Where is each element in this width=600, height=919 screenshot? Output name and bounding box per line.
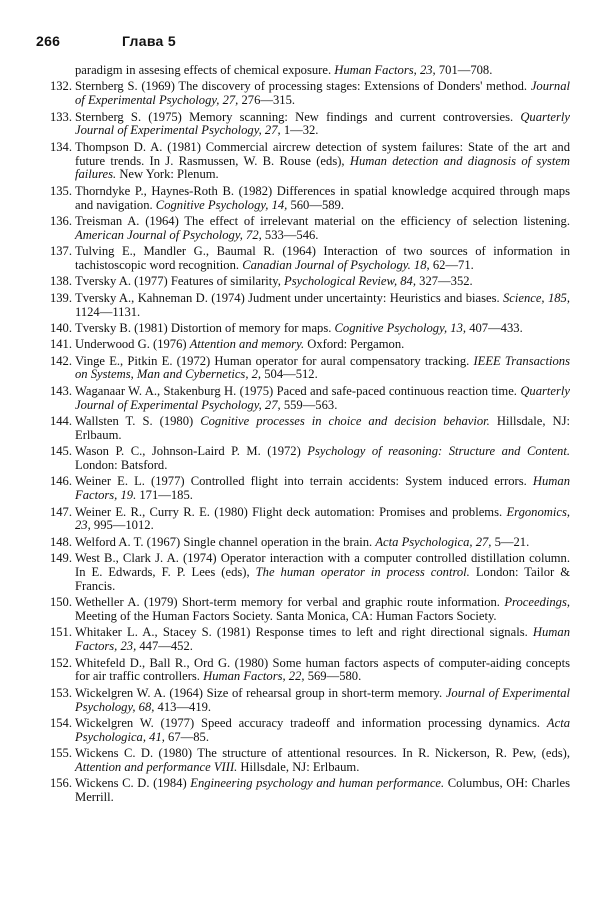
reference-number: 138. xyxy=(49,274,72,289)
reference-text: Underwood G. (1976) Attention and memory. Oxford: Pergamon. xyxy=(75,337,405,352)
reference-entry xyxy=(36,657,570,685)
reference-number: 133. xyxy=(49,109,72,124)
reference-text: Wickens C. D. (1980) The structure of attentional resources. In R. Nickerson, R. Pew, (eds), Attention and performance VIII. Hillsdale, NJ: Erlbaum. xyxy=(75,746,570,774)
reference-text: Tversky B. (1981) Distortion of memory for maps. Cognitive Psychology, 13, 407—433. xyxy=(75,320,523,335)
reference-text: Weiner E. L. (1977) Controlled flight into terrain accidents: System induced errors. Human Factors, 19. 171—185. xyxy=(75,474,570,503)
chapter-title: Глава 5 xyxy=(122,33,176,49)
reference-text: Weiner E. R., Curry R. E. (1980) Flight deck automation: Promises and problems. Ergonomics, 23, 995—1012. xyxy=(75,504,570,533)
running-header xyxy=(36,33,176,49)
reference-number: 150. xyxy=(49,595,72,610)
reference-entry xyxy=(36,355,570,383)
reference-entry xyxy=(36,215,570,243)
reference-text: Thompson D. A. (1981) Commercial aircrew detection of system failures: State of the art and future trends. In J. Rasmussen, W. B. Rouse (eds), Human detection and diagnosis of system failures. New York: Plenum. xyxy=(75,139,570,182)
reference-number: 135. xyxy=(49,183,72,198)
reference-text: West B., Clark J. A. (1974) Operator interaction with a computer controlled distillation column. In E. Edwards, F. P. Lees (eds), The human operator in process control. London: Tailor & Francis. xyxy=(75,551,570,593)
reference-text: Wason P. C., Johnson-Laird P. M. (1972) Psychology of reasoning: Structure and Content. London: Batsford. xyxy=(75,444,570,473)
reference-number: 155. xyxy=(49,746,72,761)
reference-number: 143. xyxy=(49,383,72,398)
reference-number: 148. xyxy=(49,534,72,549)
reference-number: 147. xyxy=(49,504,72,519)
reference-text: Wickelgren W. A. (1964) Size of rehearsal group in short-term memory. Journal of Experimental Psychology, 68, 413—419. xyxy=(75,685,570,714)
reference-text: Sternberg S. (1975) Memory scanning: New findings and current controversies. Quarterly Journal of Experimental Psychology, 27, 1—32. xyxy=(75,109,570,138)
reference-entry xyxy=(36,275,570,289)
reference-number: 152. xyxy=(49,655,72,670)
reference-text: Treisman A. (1964) The effect of irrelevant material on the efficiency of selection listening. American Journal of Psychology, 72, 533—546. xyxy=(75,213,570,242)
reference-entry xyxy=(36,747,570,775)
reference-entry xyxy=(36,141,570,182)
reference-text: Whitefeld D., Ball R., Ord G. (1980) Some human factors aspects of computer-aiding concepts for air traffic controllers. Human Factors, 22, 569—580. xyxy=(75,655,570,684)
reference-entry xyxy=(36,292,570,320)
reference-entry xyxy=(36,596,570,624)
reference-number: 156. xyxy=(49,776,72,791)
reference-entry xyxy=(36,338,570,352)
reference-entry xyxy=(36,111,570,139)
reference-text: Vinge E., Pitkin E. (1972) Human operator for aural compensatory tracking. IEEE Transactions on Systems, Man and Cybernetics, 2, 504—512. xyxy=(75,353,570,382)
reference-entry xyxy=(36,626,570,654)
reference-number: 144. xyxy=(49,414,72,429)
reference-text: Wallsten T. S. (1980) Cognitive processes in choice and decision behavior. Hillsdale, NJ: Erlbaum. xyxy=(75,414,570,442)
reference-entry xyxy=(36,552,570,593)
reference-text: Sternberg S. (1969) The discovery of processing stages: Extensions of Donders' method. Journal of Experimental Psychology, 27, 276—315. xyxy=(75,79,570,108)
reference-text: Waganaar W. A., Stakenburg H. (1975) Paced and safe-paced continuous reaction time. Quarterly Journal of Experimental Psychology, 27, 559—563. xyxy=(75,383,570,412)
reference-entry xyxy=(36,506,570,534)
reference-text: Thorndyke P., Haynes-Roth B. (1982) Differences in spatial knowledge acquired through maps and navigation. Cognitive Psychology, 14, 560—589. xyxy=(75,183,570,212)
reference-list xyxy=(36,64,570,807)
reference-number: 151. xyxy=(49,625,72,640)
reference-text: Wetheller A. (1979) Short-term memory for verbal and graphic route information. Proceedings, Meeting of the Human Factors Society. Santa Monica, CA: Human Factors Society. xyxy=(75,595,570,623)
reference-number: 132. xyxy=(49,79,72,94)
reference-entry xyxy=(36,536,570,550)
reference-number: 141. xyxy=(49,337,72,352)
reference-number: 140. xyxy=(49,320,72,335)
reference-number: 139. xyxy=(49,290,72,305)
reference-number: 149. xyxy=(49,551,72,566)
reference-text: Wickelgren W. (1977) Speed accuracy tradeoff and information processing dynamics. Acta Psychologica, 41, 67—85. xyxy=(75,715,570,744)
reference-number: 146. xyxy=(49,474,72,489)
reference-entry xyxy=(36,245,570,273)
reference-entry xyxy=(36,687,570,715)
reference-text: Whitaker L. A., Stacey S. (1981) Response times to left and right directional signals. Human Factors, 23, 447—452. xyxy=(75,625,570,654)
reference-number: 145. xyxy=(49,444,72,459)
reference-text: Tversky A., Kahneman D. (1974) Judment under uncertainty: Heuristics and biases. Science, 185, 1124—1131. xyxy=(75,290,570,319)
reference-text: Tulving E., Mandler G., Baumal R. (1964) Interaction of two sources of information in tachistoscopic word recognition. Canadian Journal of Psychology. 18, 62—71. xyxy=(75,244,570,272)
reference-number: 154. xyxy=(49,715,72,730)
reference-text: Wickens C. D. (1984) Engineering psychology and human performance. Columbus, OH: Charles Merrill. xyxy=(75,776,570,805)
reference-text: Welford A. T. (1967) Single channel operation in the brain. Acta Psychologica, 27, 5—21. xyxy=(75,534,530,549)
reference-entry xyxy=(36,185,570,213)
reference-entry xyxy=(36,475,570,503)
reference-number: 153. xyxy=(49,685,72,700)
reference-number: 136. xyxy=(49,213,72,228)
reference-text: Tversky A. (1977) Features of similarity, Psychological Review, 84, 327—352. xyxy=(75,274,473,289)
reference-entry xyxy=(36,385,570,413)
reference-number: 142. xyxy=(49,353,72,368)
page-number: 266 xyxy=(36,33,61,49)
reference-number: 134. xyxy=(49,139,72,154)
reference-entry xyxy=(36,717,570,745)
reference-entry xyxy=(36,80,570,108)
reference-number: 137. xyxy=(49,244,72,259)
reference-entry xyxy=(36,415,570,443)
reference-entry xyxy=(36,777,570,805)
reference-entry xyxy=(36,445,570,473)
reference-text: paradigm in assesing effects of chemical exposure. Human Factors, 23, 701—708. xyxy=(75,63,493,77)
reference-entry xyxy=(36,322,570,336)
reference-entry xyxy=(36,64,570,78)
